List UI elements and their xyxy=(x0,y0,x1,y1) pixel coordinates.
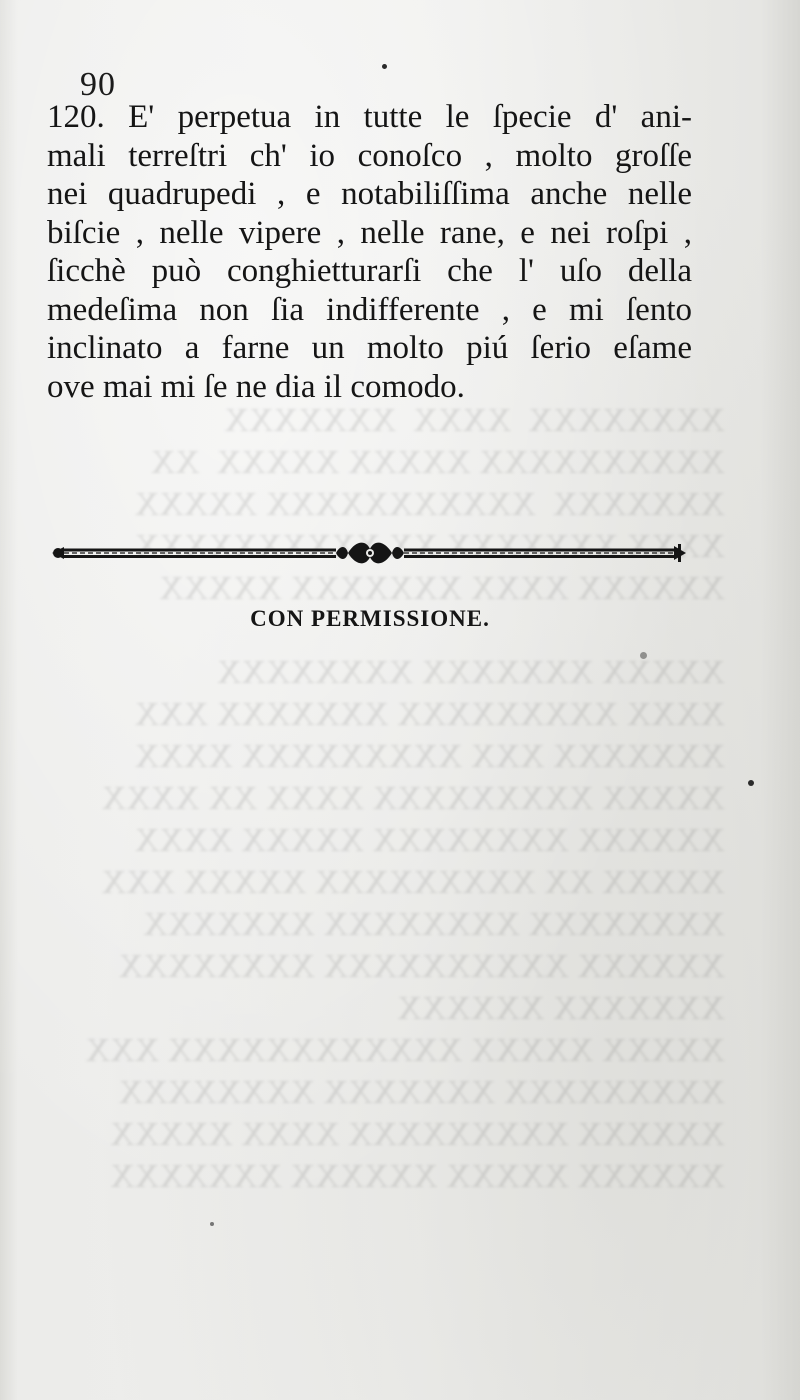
text-line: biſcie , nelle vipere , nelle rane, e nei roſpi , xyxy=(47,214,692,251)
printers-rule-with-fleuron-icon xyxy=(50,536,690,570)
bleed-through-texture: XXXXXXXX XXXX XXXXXXX XXXXXXXXXX XXXXX XXXXX XX XXXXXXX XXXXXXXXXXX XXXXX XXXX XXXXXXX XX XXXXXXXXXX XXXXXX XXXX XXXXXXX XXXXX XXXXX XXXXXXX XXXXXXXX XXXX XXXXXXXXX XXXXXXX XXX XXXXXXX XXX XXXXXXXXX XXXX XXXXX XXXXXXXXX XXXX XX XXXX XXXXXX XXXXXXXX XXXXX XXXX XXXXX XX XXXXXXXXX XXXXX XXX XXXXXXXX XXXXXXXX XXXXXXX XXXXXX XXXXXXXXXX XXXXXXXX XXXXXXX XXXXXX XXXXX XXXXX XXXXXXXXXXXX XXX XXXXXXXXX XXXXXXX XXXXXXXX XXXXXX XXXXXXXXX XXXX XXXXX XXXXXX XXXXX XXXXXX XXXXXXX xyxy=(85,402,725,1195)
text-line: inclinato a farne un molto piú ſerio eſame xyxy=(47,330,692,366)
page-number: 90 xyxy=(80,66,116,103)
text-line: ove mai mi ſe ne dia il comodo. xyxy=(47,368,465,405)
ink-speck xyxy=(640,652,647,659)
text-line: medeſima non ſia indifferente , e mi ſento xyxy=(47,291,692,328)
imprimatur-notice: CON PERMISSIONE. xyxy=(250,606,490,631)
text-line: ſicchè può conghietturarſi che l' uſo della xyxy=(47,253,692,289)
ink-speck xyxy=(382,64,387,69)
paragraph-120 xyxy=(47,98,692,406)
text-line: 120. E' perpetua in tutte le ſpecie d' ani- xyxy=(47,99,692,135)
ink-speck xyxy=(748,780,754,786)
ink-speck xyxy=(210,1222,214,1226)
text-line: mali terreſtri ch' io conoſco , molto groſſe xyxy=(47,137,692,174)
text-line: nei quadrupedi , e notabiliſſima anche nelle xyxy=(47,176,692,212)
